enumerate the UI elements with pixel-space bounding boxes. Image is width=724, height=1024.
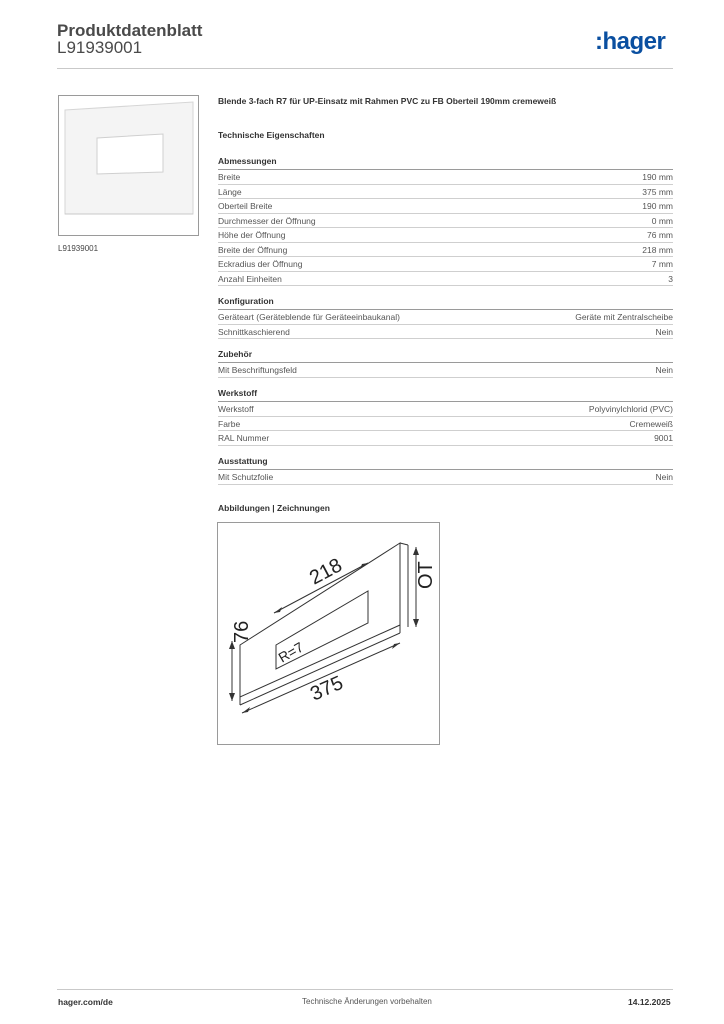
drawings-heading: Abbildungen | Zeichnungen	[218, 503, 330, 513]
table-row	[218, 310, 673, 325]
table-row	[218, 243, 673, 258]
section-konfiguration	[218, 296, 673, 339]
table-row	[218, 470, 673, 485]
row-label: Durchmesser der Öffnung	[218, 215, 316, 226]
row-label: Oberteil Breite	[218, 201, 273, 211]
dim-length-label: 375	[307, 671, 347, 706]
row-label: Breite der Öffnung	[218, 244, 288, 255]
section-title: Ausstattung	[218, 456, 673, 470]
row-label: Farbe	[218, 418, 241, 429]
row-value: 0 mm	[651, 215, 673, 226]
section-zubehoer	[218, 349, 673, 378]
row-value: 190 mm	[642, 201, 673, 211]
section-title: Werkstoff	[218, 388, 673, 402]
drawing-svg	[218, 523, 439, 744]
row-label: Eckradius der Öffnung	[218, 259, 303, 269]
row-label: Länge	[218, 186, 242, 197]
row-value: 76 mm	[647, 230, 673, 240]
dim-width-label: 218	[306, 554, 346, 590]
footer-note: Technische Änderungen vorbehalten	[302, 997, 432, 1006]
row-value: 218 mm	[642, 244, 673, 255]
footer-divider	[57, 989, 673, 990]
tech-properties-heading: Technische Eigenschaften	[218, 130, 325, 140]
dim-ot-label: OT	[415, 561, 437, 589]
row-label: Höhe der Öffnung	[218, 230, 286, 240]
table-row	[218, 185, 673, 200]
table-row	[218, 214, 673, 229]
row-value: 3	[668, 273, 673, 284]
product-thumbnail	[58, 95, 199, 236]
row-label: Breite	[218, 172, 241, 182]
dim-height-label: 76	[231, 620, 253, 643]
row-value: 375 mm	[642, 186, 673, 197]
section-werkstoff	[218, 388, 673, 446]
table-row	[218, 257, 673, 272]
thumbnail-caption: L91939001	[58, 244, 99, 253]
table-row	[218, 170, 673, 185]
row-value: Geräte mit Zentralscheibe	[575, 312, 673, 322]
page-title: Produktdatenblatt	[57, 21, 203, 40]
table-row	[218, 363, 673, 378]
row-value: Polyvinylchlorid (PVC)	[588, 404, 673, 414]
row-label: RAL Nummer	[218, 433, 270, 443]
row-label: Werkstoff	[218, 404, 254, 414]
row-value: Cremeweiß	[629, 418, 673, 429]
section-title: Abmessungen	[218, 156, 673, 170]
hager-logo: :hager	[595, 28, 666, 55]
section-abmessungen	[218, 156, 673, 286]
row-label: Geräteart (Geräteblende für Geräteeinbaukanal)	[218, 312, 400, 322]
row-value: Nein	[655, 472, 673, 482]
table-row	[218, 199, 673, 214]
row-label: Schnittkaschierend	[218, 326, 290, 337]
product-image	[59, 96, 198, 235]
section-ausstattung	[218, 456, 673, 485]
table-row	[218, 325, 673, 340]
row-value: Nein	[655, 365, 673, 375]
row-label: Mit Schutzfolie	[218, 472, 274, 482]
dim-radius-label: R=7	[275, 638, 307, 666]
row-value: 7 mm	[651, 259, 673, 269]
table-row	[218, 431, 673, 446]
table-row	[218, 417, 673, 432]
technical-drawing	[217, 522, 440, 745]
row-label: Mit Beschriftungsfeld	[218, 365, 297, 375]
product-title: Blende 3-fach R7 für UP-Einsatz mit Rahmen PVC zu FB Oberteil 190mm cremeweiß	[218, 96, 557, 106]
footer-date: 14.12.2025	[628, 997, 671, 1007]
row-value: 9001	[654, 433, 673, 443]
row-value: 190 mm	[642, 172, 673, 182]
table-row	[218, 228, 673, 243]
section-title: Konfiguration	[218, 296, 673, 310]
row-label: Anzahl Einheiten	[218, 273, 282, 284]
table-row	[218, 272, 673, 287]
row-value: Nein	[655, 326, 673, 337]
footer-website: hager.com/de	[58, 997, 113, 1007]
section-title: Zubehör	[218, 349, 673, 363]
header-divider	[57, 68, 673, 69]
table-row	[218, 402, 673, 417]
product-number: L91939001	[57, 38, 143, 57]
